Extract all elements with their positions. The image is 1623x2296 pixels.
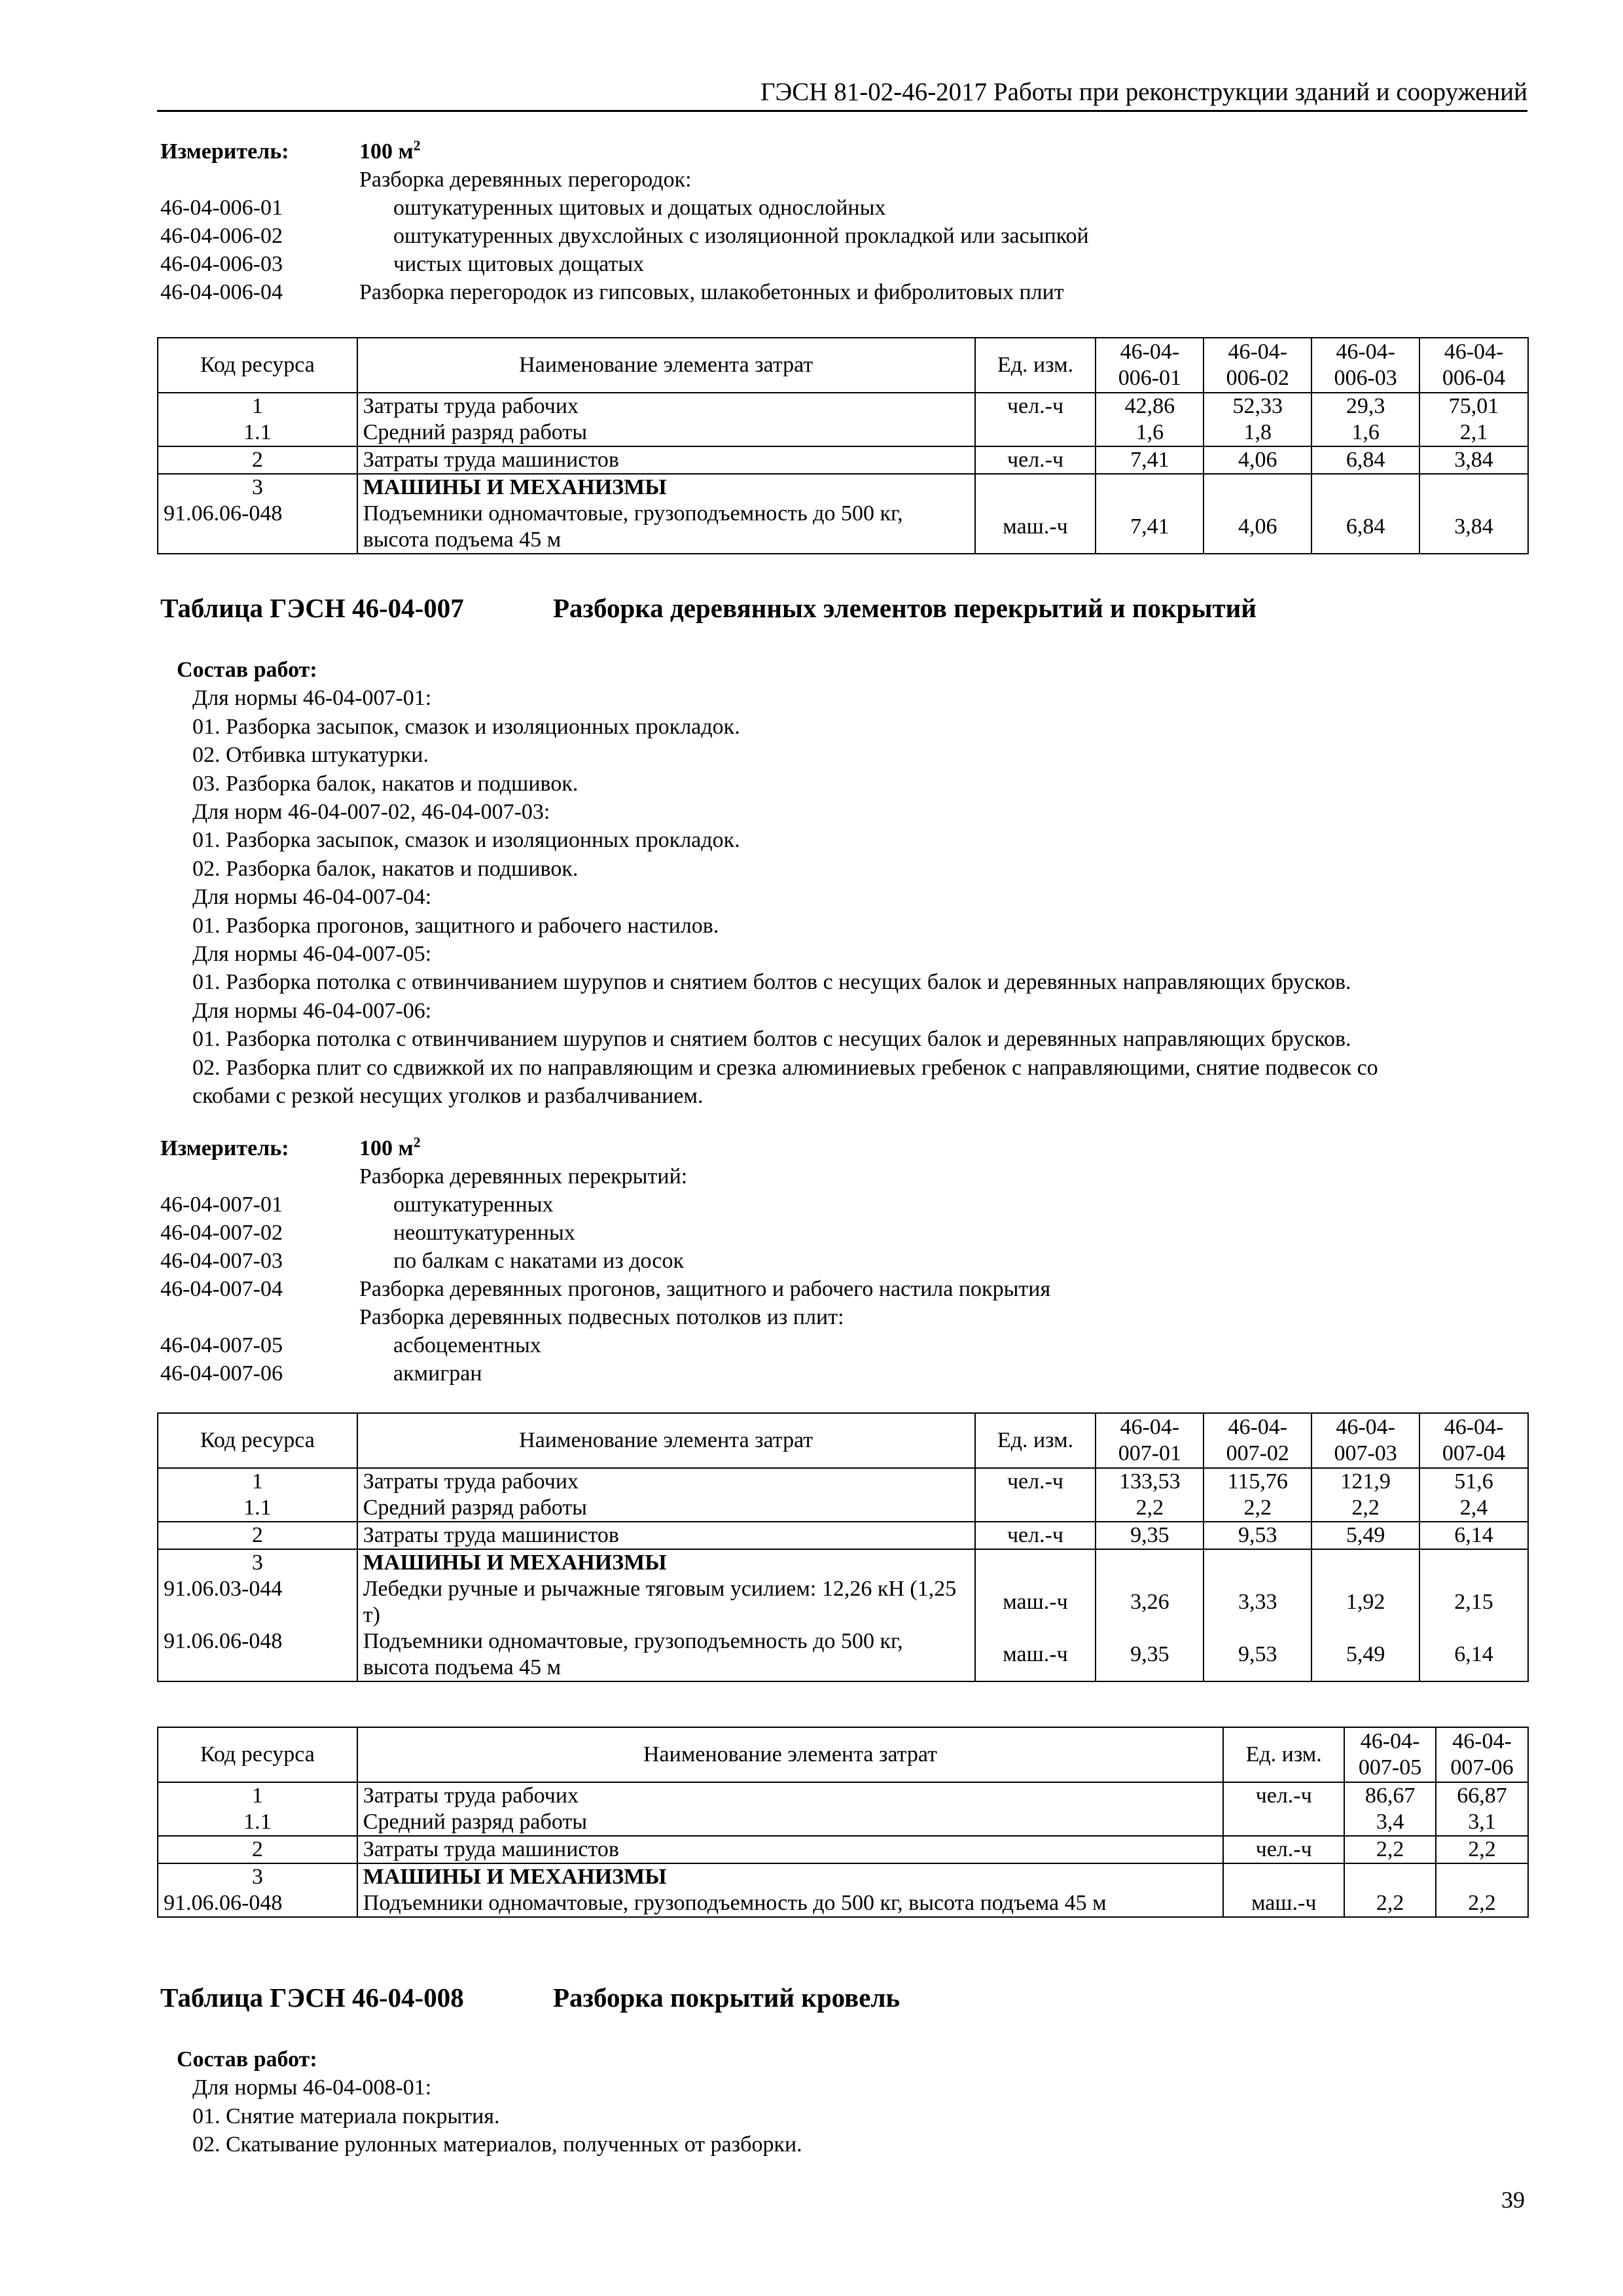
norm-description: по балкам с накатами из досок <box>393 1249 685 1273</box>
norm-value: 29,3 <box>1311 393 1419 420</box>
column-header: 46-04- 007-05 <box>1344 1727 1436 1782</box>
meter-row <box>160 1219 1050 1247</box>
column-header: 46-04- 006-02 <box>1204 338 1311 393</box>
column-header: Наименование элемента затрат <box>357 338 975 393</box>
column-header: Наименование элемента затрат <box>357 1413 975 1468</box>
meter-row <box>160 250 1089 278</box>
meter-block-007 <box>160 1134 1050 1388</box>
norm-code <box>160 1162 359 1191</box>
work-step: 01. Разборка засыпок, смазок и изоляционных прокладок. <box>192 828 740 853</box>
column-header: 46-04- 006-01 <box>1096 338 1204 393</box>
table-title-008 <box>160 1982 901 2013</box>
resource-code: 2 <box>158 1836 357 1863</box>
norm-value: 52,33 <box>1204 393 1311 420</box>
table-row <box>158 1863 1528 1890</box>
work-step: 01. Разборка засыпок, смазок и изоляционных прокладок. <box>192 714 740 739</box>
norm-value: 9,53 <box>1204 1522 1311 1549</box>
norm-code: 46-04-007-02 <box>160 1221 283 1245</box>
unit-of-measure: чел.-ч <box>1223 1836 1344 1863</box>
resource-table-007-05-06 <box>157 1727 1529 1918</box>
norm-value: 86,67 <box>1344 1782 1436 1809</box>
norm-description: Разборка деревянных прогонов, защитного и рабочего настила покрытия <box>359 1277 1051 1301</box>
norm-description: чистых щитовых дощатых <box>393 252 645 276</box>
work-composition-007 <box>177 656 1378 1111</box>
norm-value: 2,2 <box>1311 1495 1419 1522</box>
work-composition-008 <box>177 2045 802 2159</box>
resource-code: 91.06.06-048 <box>158 1890 357 1917</box>
table-header-row <box>158 1727 1528 1782</box>
resource-code: 1 <box>158 393 357 420</box>
work-step: скобами с резкой несущих уголков и разбалчиванием. <box>192 1084 704 1109</box>
resource-code: 3 <box>158 1863 357 1890</box>
unit-of-measure: маш.-ч <box>975 1576 1096 1628</box>
norm-value: 66,87 <box>1436 1782 1528 1809</box>
resource-code: 3 <box>158 474 357 501</box>
work-step: 02. Отбивка штукатурки. <box>192 743 429 768</box>
column-header: Код ресурса <box>158 1727 357 1782</box>
norm-value: 3,26 <box>1096 1576 1204 1628</box>
unit-of-measure <box>975 420 1096 446</box>
norm-value: 3,4 <box>1344 1809 1436 1836</box>
norm-value <box>1344 1863 1436 1890</box>
table-header-row <box>158 338 1528 393</box>
column-header: 46-04- 007-03 <box>1311 1413 1419 1468</box>
norm-code <box>160 1303 359 1331</box>
unit-of-measure: маш.-ч <box>1223 1890 1344 1917</box>
meter-unit-text: 100 м <box>359 139 414 164</box>
norm-value: 9,35 <box>1096 1522 1204 1549</box>
unit-of-measure <box>975 474 1096 501</box>
resource-code: 1 <box>158 1468 357 1495</box>
norm-value: 1,8 <box>1204 420 1311 446</box>
meter-unit <box>359 1134 421 1162</box>
table-name: Разборка деревянных элементов перекрытий и покрытий <box>553 593 1257 623</box>
work-step: 02. Скатывание рулонных материалов, полученных от разборки. <box>192 2132 802 2157</box>
column-header: 46-04- 006-03 <box>1311 338 1419 393</box>
resource-code: 2 <box>158 446 357 474</box>
table-row <box>158 1522 1528 1549</box>
cost-element-name: Затраты труда рабочих <box>357 1468 975 1495</box>
norm-description: Разборка деревянных перегородок: <box>359 168 692 192</box>
work-step: Для нормы 46-04-008-01: <box>192 2075 432 2100</box>
column-header: 46-04- 007-04 <box>1419 1413 1528 1468</box>
resource-code: 91.06.03-044 <box>158 1576 357 1628</box>
norm-value: 9,35 <box>1096 1628 1204 1681</box>
norm-description: оштукатуренных двухслойных с изоляционной прокладкой или засыпкой <box>393 224 1089 248</box>
norm-value: 7,41 <box>1096 501 1204 554</box>
norm-value: 115,76 <box>1204 1468 1311 1495</box>
resource-code: 1.1 <box>158 1809 357 1836</box>
meter-row <box>160 1331 1050 1359</box>
norm-value: 7,41 <box>1096 446 1204 474</box>
norm-value: 6,14 <box>1419 1628 1528 1681</box>
norm-value: 3,1 <box>1436 1809 1528 1836</box>
running-header: ГЭСН 81-02-46-2017 Работы при реконструкции зданий и сооружений <box>157 76 1527 112</box>
norm-value <box>1096 474 1204 501</box>
meter-row <box>160 1191 1050 1219</box>
norm-value: 121,9 <box>1311 1468 1419 1495</box>
meter-row <box>160 194 1089 222</box>
norm-code: 46-04-007-04 <box>160 1277 283 1301</box>
resource-table-007-01-04 <box>157 1412 1529 1682</box>
cost-element-name: МАШИНЫ И МЕХАНИЗМЫ <box>357 1863 1223 1890</box>
norm-value <box>1311 474 1419 501</box>
table-row <box>158 474 1528 501</box>
norm-value: 2,2 <box>1436 1836 1528 1863</box>
norm-description: Разборка деревянных перекрытий: <box>359 1164 688 1189</box>
table-label: Таблица ГЭСН 46-04-007 <box>160 593 464 623</box>
unit-of-measure: чел.-ч <box>975 1522 1096 1549</box>
column-header: Ед. изм. <box>1223 1727 1344 1782</box>
norm-code <box>160 166 359 194</box>
column-header: Наименование элемента затрат <box>357 1727 1223 1782</box>
norm-value <box>1436 1863 1528 1890</box>
table-header-row <box>158 1413 1528 1468</box>
work-step: 01. Разборка потолка с отвинчиванием шурупов и снятием болтов с несущих балок и деревянных направляющих брусков. <box>192 970 1351 995</box>
work-step: 01. Разборка прогонов, защитного и рабочего настилов. <box>192 913 719 938</box>
norm-value: 1,6 <box>1311 420 1419 446</box>
table-row <box>158 393 1528 420</box>
table-row <box>158 1468 1528 1495</box>
work-step: 03. Разборка балок, накатов и подшивок. <box>192 771 579 796</box>
work-step: Для нормы 46-04-007-06: <box>192 998 432 1023</box>
norm-value: 4,06 <box>1204 501 1311 554</box>
meter-row <box>160 1247 1050 1275</box>
resource-table-006 <box>157 337 1529 554</box>
unit-of-measure: чел.-ч <box>975 446 1096 474</box>
resource-code: 1.1 <box>158 1495 357 1522</box>
norm-code: 46-04-007-01 <box>160 1193 283 1217</box>
norm-value <box>1419 474 1528 501</box>
table-row <box>158 1549 1528 1576</box>
norm-value: 2,15 <box>1419 1576 1528 1628</box>
cost-element-name: Подъемники одномачтовые, грузоподъемность до 500 кг, высота подъема 45 м <box>357 501 975 554</box>
norm-value: 6,14 <box>1419 1522 1528 1549</box>
norm-value: 2,2 <box>1436 1890 1528 1917</box>
meter-row <box>160 166 1089 194</box>
table-row <box>158 1836 1528 1863</box>
table-row <box>158 420 1528 446</box>
norm-value: 2,2 <box>1344 1890 1436 1917</box>
norm-value: 2,2 <box>1096 1495 1204 1522</box>
resource-code: 1.1 <box>158 420 357 446</box>
unit-of-measure: чел.-ч <box>1223 1782 1344 1809</box>
column-header: 46-04- 006-04 <box>1419 338 1528 393</box>
resource-code: 3 <box>158 1549 357 1576</box>
cost-element-name: Средний разряд работы <box>357 420 975 446</box>
meter-block-006 <box>160 137 1089 306</box>
cost-element-name: МАШИНЫ И МЕХАНИЗМЫ <box>357 474 975 501</box>
meter-head <box>160 137 1089 166</box>
norm-value <box>1204 1549 1311 1576</box>
norm-description: Разборка деревянных подвесных потолков из плит: <box>359 1305 844 1329</box>
column-header: 46-04- 007-02 <box>1204 1413 1311 1468</box>
column-header: Ед. изм. <box>975 1413 1096 1468</box>
work-step: Для нормы 46-04-007-01: <box>192 686 432 711</box>
norm-value: 133,53 <box>1096 1468 1204 1495</box>
norm-value: 2,4 <box>1419 1495 1528 1522</box>
work-step: Для нормы 46-04-007-05: <box>192 942 432 967</box>
norm-value: 3,84 <box>1419 446 1528 474</box>
resource-code: 1 <box>158 1782 357 1809</box>
cost-element-name: Подъемники одномачтовые, грузоподъемность до 500 кг, высота подъема 45 м <box>357 1890 1223 1917</box>
norm-value: 42,86 <box>1096 393 1204 420</box>
work-composition-heading: Состав работ: <box>177 658 317 682</box>
norm-code: 46-04-006-04 <box>160 280 283 304</box>
norm-value: 2,1 <box>1419 420 1528 446</box>
resource-code: 91.06.06-048 <box>158 501 357 554</box>
norm-value: 9,53 <box>1204 1628 1311 1681</box>
meter-label: Измеритель: <box>160 139 289 164</box>
norm-description: Разборка перегородок из гипсовых, шлакобетонных и фибролитовых плит <box>359 280 1064 304</box>
work-step: 02. Разборка балок, накатов и подшивок. <box>192 856 579 881</box>
meter-unit-text: 100 м <box>359 1136 414 1160</box>
cost-element-name: Затраты труда машинистов <box>357 446 975 474</box>
table-row <box>158 1576 1528 1628</box>
meter-row <box>160 278 1089 306</box>
table-row <box>158 1782 1528 1809</box>
cost-element-name: Средний разряд работы <box>357 1495 975 1522</box>
unit-of-measure: маш.-ч <box>975 1628 1096 1681</box>
norm-code: 46-04-007-06 <box>160 1361 283 1386</box>
norm-value: 6,84 <box>1311 501 1419 554</box>
unit-of-measure: чел.-ч <box>975 1468 1096 1495</box>
norm-value <box>1311 1549 1419 1576</box>
resource-code: 2 <box>158 1522 357 1549</box>
unit-of-measure: чел.-ч <box>975 393 1096 420</box>
column-header: 46-04- 007-06 <box>1436 1727 1528 1782</box>
unit-of-measure <box>1223 1863 1344 1890</box>
norm-value: 3,33 <box>1204 1576 1311 1628</box>
meter-unit-sup: 2 <box>413 1134 421 1151</box>
norm-value: 75,01 <box>1419 393 1528 420</box>
norm-code: 46-04-007-05 <box>160 1333 283 1357</box>
norm-code: 46-04-006-03 <box>160 252 283 276</box>
norm-description: оштукатуренных <box>393 1193 554 1217</box>
table-row <box>158 1890 1528 1917</box>
table-label: Таблица ГЭСН 46-04-008 <box>160 1982 464 2013</box>
norm-value: 5,49 <box>1311 1522 1419 1549</box>
cost-element-name: Затраты труда машинистов <box>357 1836 1223 1863</box>
table-name: Разборка покрытий кровель <box>553 1982 901 2013</box>
cost-element-name: Средний разряд работы <box>357 1809 1223 1836</box>
meter-row <box>160 222 1089 250</box>
norm-description: оштукатуренных щитовых и дощатых однослойных <box>393 196 886 220</box>
column-header: Код ресурса <box>158 338 357 393</box>
norm-description: акмигран <box>393 1361 482 1386</box>
norm-value: 51,6 <box>1419 1468 1528 1495</box>
work-step: 01. Разборка потолка с отвинчиванием шурупов и снятием болтов с несущих балок и деревянных направляющих брусков. <box>192 1027 1351 1052</box>
meter-row <box>160 1359 1050 1388</box>
table-row <box>158 446 1528 474</box>
meter-unit <box>359 137 421 166</box>
table-row <box>158 501 1528 554</box>
column-header: Код ресурса <box>158 1413 357 1468</box>
norm-code: 46-04-007-03 <box>160 1249 283 1273</box>
column-header: Ед. изм. <box>975 338 1096 393</box>
cost-element-name: Подъемники одномачтовые, грузоподъемность до 500 кг, высота подъема 45 м <box>357 1628 975 1681</box>
cost-element-name: Затраты труда машинистов <box>357 1522 975 1549</box>
cost-element-name: МАШИНЫ И МЕХАНИЗМЫ <box>357 1549 975 1576</box>
meter-label: Измеритель: <box>160 1136 289 1160</box>
table-row <box>158 1495 1528 1522</box>
meter-row <box>160 1275 1050 1303</box>
norm-value: 5,49 <box>1311 1628 1419 1681</box>
work-composition-heading: Состав работ: <box>177 2047 317 2072</box>
table-title-007 <box>160 592 1257 624</box>
cost-element-name: Лебедки ручные и рычажные тяговым усилием: 12,26 кН (1,25 т) <box>357 1576 975 1628</box>
norm-value: 1,6 <box>1096 420 1204 446</box>
unit-of-measure <box>1223 1809 1344 1836</box>
norm-code: 46-04-006-01 <box>160 196 283 220</box>
work-step: Для нормы 46-04-007-04: <box>192 885 432 910</box>
unit-of-measure: маш.-ч <box>975 501 1096 554</box>
norm-value: 2,2 <box>1344 1836 1436 1863</box>
unit-of-measure <box>975 1549 1096 1576</box>
work-step: 02. Разборка плит со сдвижкой их по направляющим и срезка алюминиевых гребенок с направляющими, снятие подвесок со <box>192 1055 1378 1080</box>
work-step: 01. Снятие материала покрытия. <box>192 2104 500 2128</box>
norm-value: 3,84 <box>1419 501 1528 554</box>
column-header: 46-04- 007-01 <box>1096 1413 1204 1468</box>
norm-description: асбоцементных <box>393 1333 541 1357</box>
resource-code: 91.06.06-048 <box>158 1628 357 1681</box>
norm-value: 1,92 <box>1311 1576 1419 1628</box>
meter-row <box>160 1303 1050 1331</box>
norm-value: 2,2 <box>1204 1495 1311 1522</box>
cost-element-name: Затраты труда рабочих <box>357 393 975 420</box>
work-step: Для норм 46-04-007-02, 46-04-007-03: <box>192 800 550 825</box>
norm-description: неоштукатуренных <box>393 1221 575 1245</box>
norm-value <box>1204 474 1311 501</box>
norm-code: 46-04-006-02 <box>160 224 283 248</box>
norm-value <box>1419 1549 1528 1576</box>
norm-value <box>1096 1549 1204 1576</box>
table-row <box>158 1628 1528 1681</box>
page-number: 39 <box>1501 2187 1525 2213</box>
cost-element-name: Затраты труда рабочих <box>357 1782 1223 1809</box>
norm-value: 4,06 <box>1204 446 1311 474</box>
norm-value: 6,84 <box>1311 446 1419 474</box>
meter-head <box>160 1134 1050 1162</box>
meter-row <box>160 1162 1050 1191</box>
meter-unit-sup: 2 <box>413 137 421 154</box>
unit-of-measure <box>975 1495 1096 1522</box>
table-row <box>158 1809 1528 1836</box>
